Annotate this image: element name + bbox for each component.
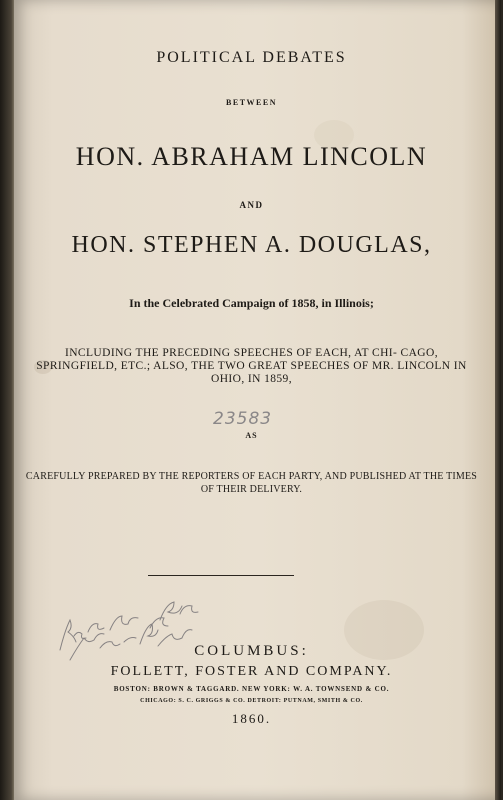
campaign-subtitle: In the Celebrated Campaign of 1858, in Illinois;	[129, 296, 374, 310]
page-edge	[495, 0, 501, 800]
between-text: BETWEEN	[226, 98, 277, 107]
including-paragraph: INCLUDING THE PRECEDING SPEECHES OF EACH, AT CHI- CAGO, SPRINGFIELD, ETC.; ALSO, THE TWO GREAT SPEECHES OF MR. LINCOLN IN OHIO, IN 1859,	[36, 347, 467, 385]
title-page	[14, 0, 501, 800]
carefully-paragraph: CAREFULLY PREPARED BY THE REPORTERS OF EACH PARTY, AND PUBLISHED AT THE TIMES OF THEIR DELIVERY.	[25, 471, 478, 495]
divider-rule	[148, 575, 294, 576]
lincoln-name: HON. ABRAHAM LINCOLN	[75, 142, 428, 171]
publisher-city: COLUMBUS:	[194, 643, 309, 659]
as-text: AS	[245, 431, 258, 440]
page-title: POLITICAL DEBATES	[156, 49, 347, 66]
publication-year: 1860.	[231, 711, 272, 726]
pencil-accession-number: 23583	[213, 409, 273, 429]
and-text: AND	[239, 200, 264, 210]
publisher-name: FOLLETT, FOSTER AND COMPANY.	[110, 664, 393, 679]
agents-line-1: BOSTON: BROWN & TAGGARD. NEW YORK: W. A. TOWNSEND & CO.	[113, 685, 390, 693]
douglas-name: HON. STEPHEN A. DOUGLAS,	[71, 232, 432, 258]
agents-line-2: CHICAGO: S. C. GRIGGS & CO. DETROIT: PUTNAM, SMITH & CO.	[140, 698, 363, 704]
